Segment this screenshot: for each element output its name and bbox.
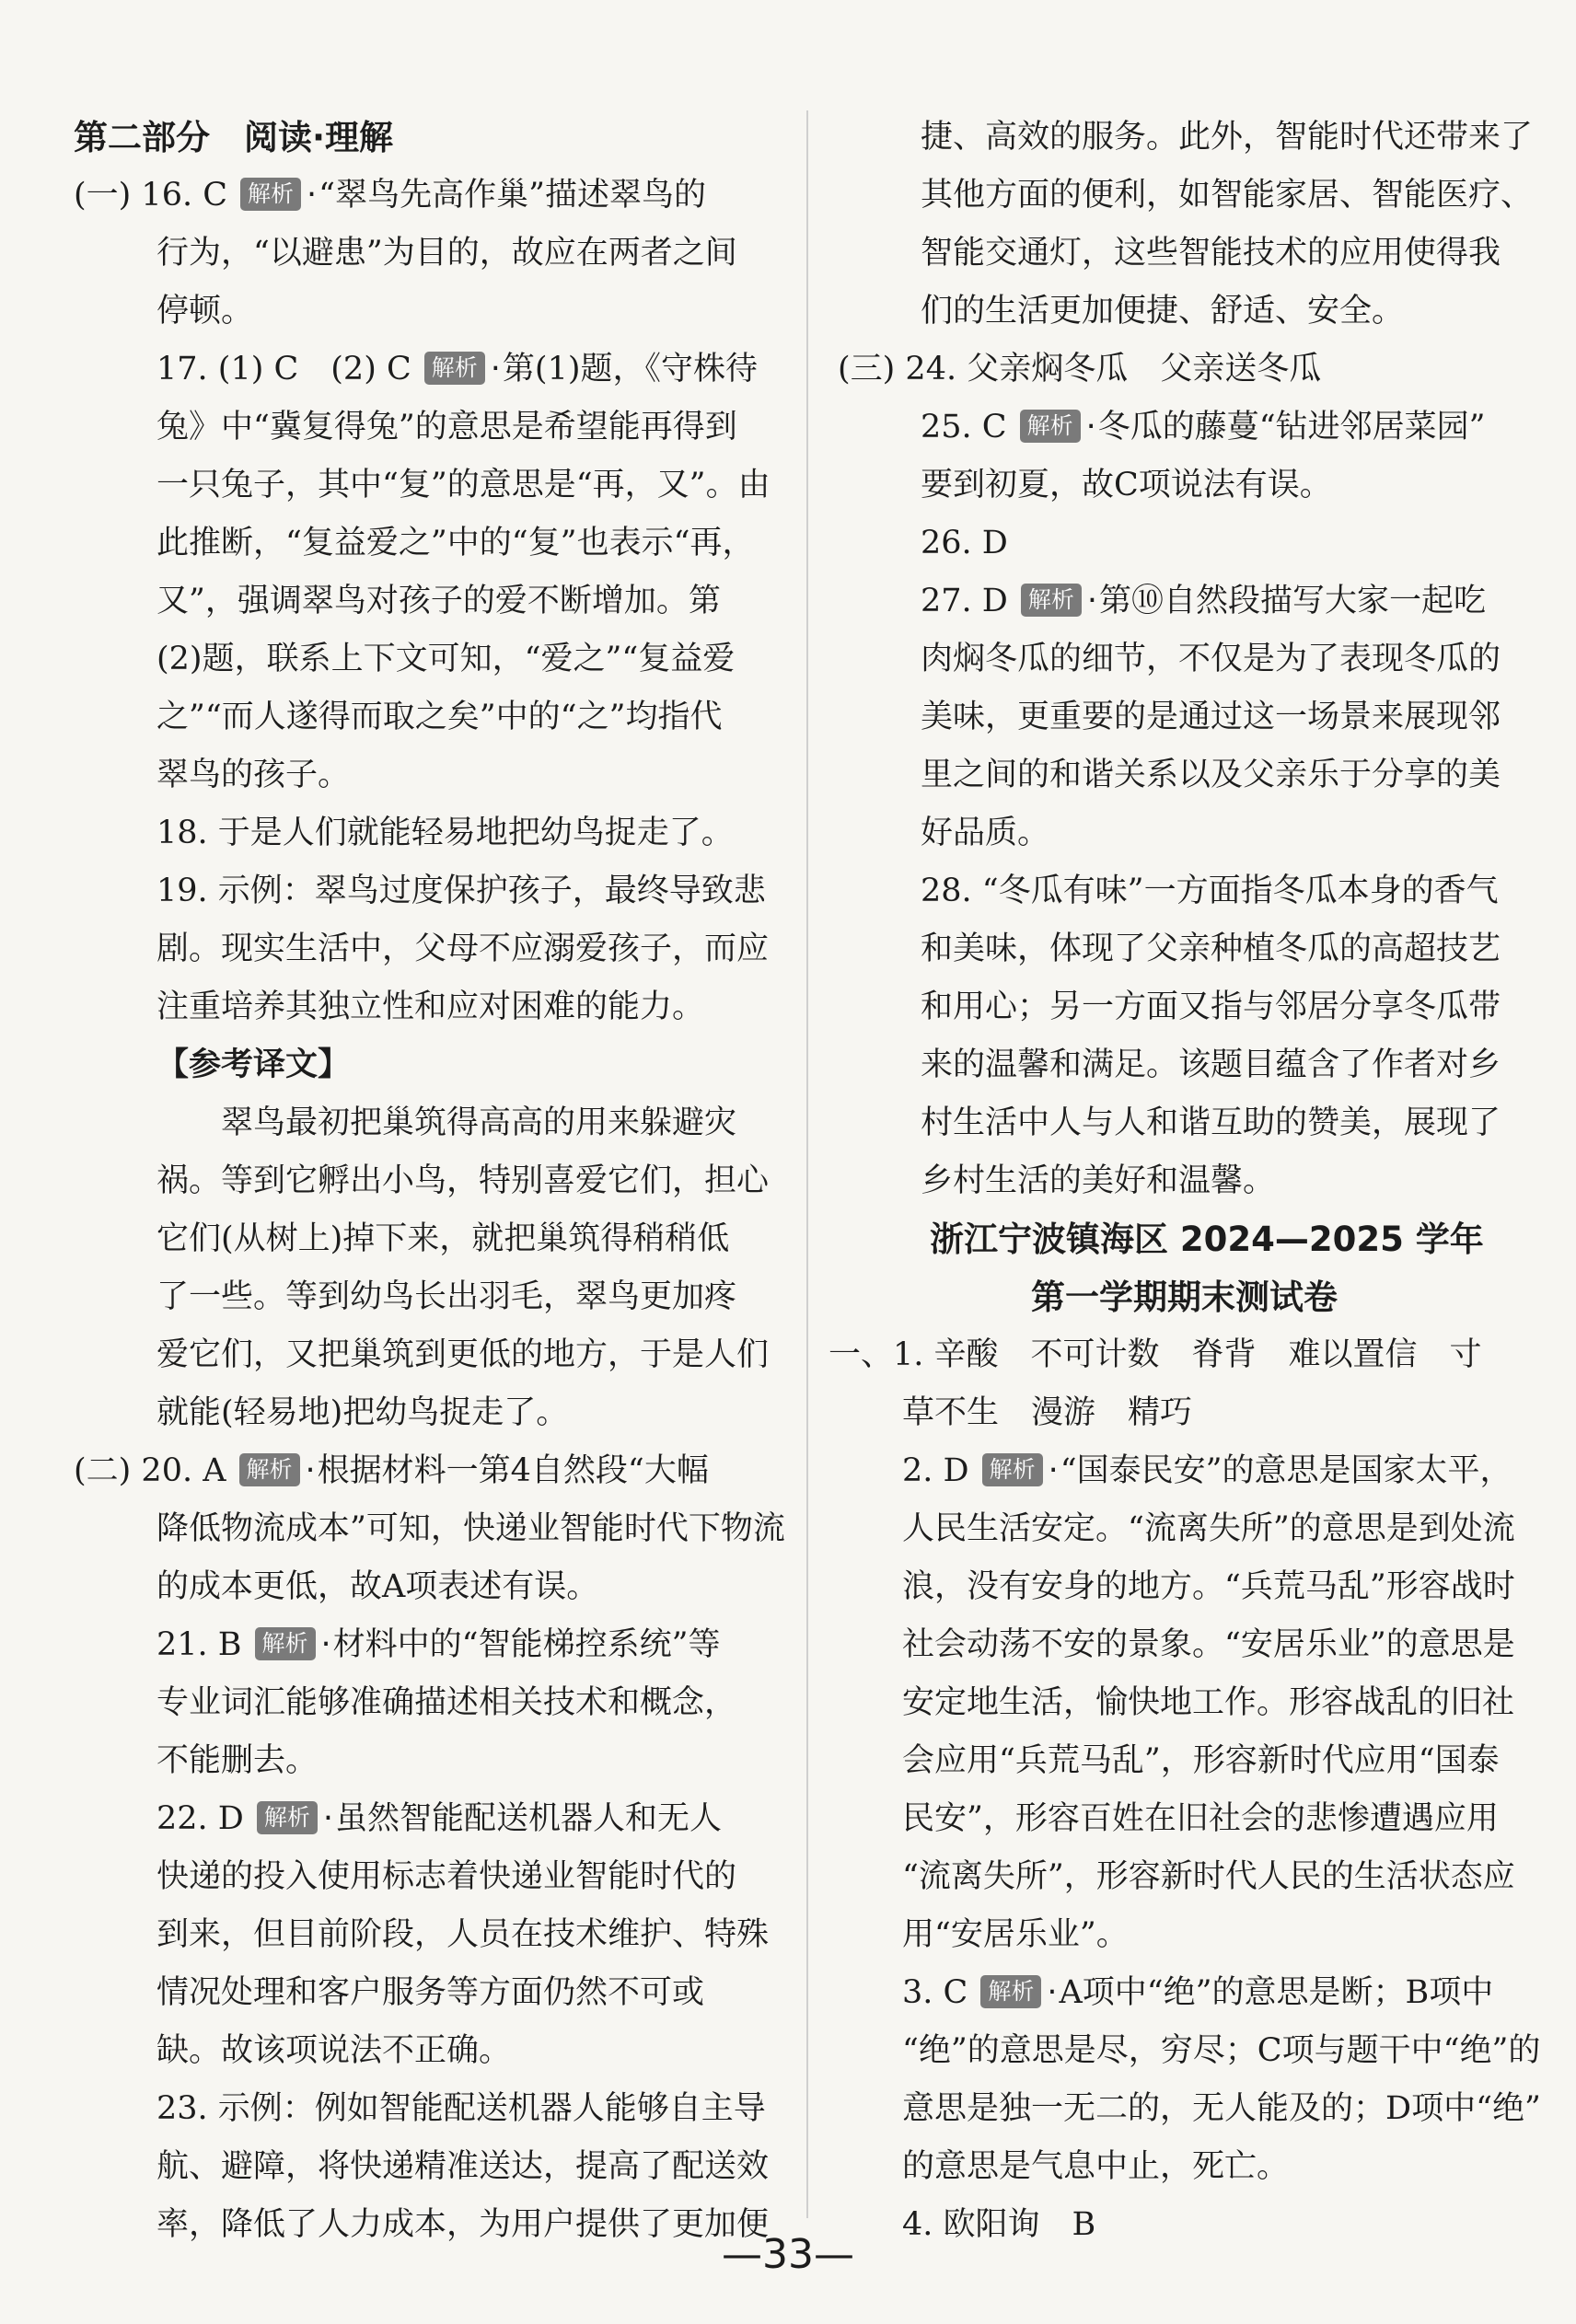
text-line [74,515,810,572]
page-number: —33— [722,2231,854,2278]
text-line [74,341,810,399]
text-line [74,1674,810,1732]
text-line [829,1268,1565,1326]
line-text-rest: 第⑩自然段描写大家一起吃 [1099,583,1487,619]
line-text: 民安”，形容百姓在旧社会的悲惨遭遇应用 [902,1800,1499,1837]
line-text: 祸。等到它孵出小鸟，特别喜爱它们，担心 [156,1162,770,1199]
line-text: 到来，但目前阶段，人员在技术维护、特殊 [156,1916,770,1953]
text-line [829,1848,1565,1906]
line-text: 3. C [902,1974,968,2011]
line-text: 好品质。 [921,815,1050,851]
separator-dot: · [305,1452,316,1489]
text-line [74,1094,810,1152]
line-text: 剧。现实生活中，父母不应溺爱孩子，而应 [156,931,770,967]
text-line [74,167,810,225]
line-text: 就能(轻易地)把幼鸟捉走了。 [156,1394,569,1431]
line-text-rest: 根据材料一第4自然段“大幅 [317,1452,709,1489]
line-text: 率，降低了人力成本，为用户提供了更加便 [156,2206,770,2243]
line-text: 快递的投入使用标志着快递业智能时代的 [156,1858,737,1895]
text-line [74,399,810,457]
text-line [829,109,1565,167]
line-text: 第一学期期末测试卷 [1031,1278,1338,1317]
text-line [74,1326,810,1384]
line-text-rest: 冬瓜的藤蔓“钻进邻居菜园” [1097,409,1486,445]
text-line [74,630,810,688]
text-line [829,920,1565,978]
line-text: 安定地生活，愉快地工作。形容战乱的旧社 [902,1684,1515,1721]
text-line [74,1616,810,1674]
analysis-badge: 解析 [980,1975,1041,2008]
text-line [829,515,1565,572]
text-line [74,978,810,1036]
text-line [829,2138,1565,2196]
line-text: 22. D [156,1800,244,1837]
separator-dot: · [1048,1452,1059,1489]
separator-dot: · [307,177,318,214]
text-line [74,1384,810,1442]
text-line [829,1442,1565,1500]
line-text: 一、1. 辛酸 不可计数 脊背 难以置信 寸 [829,1336,1482,1373]
line-text: 会应用“兵荒马乱”，形容新时代应用“国泰 [902,1742,1500,1779]
text-line [829,688,1565,746]
text-line [829,804,1565,862]
line-text: 浙江宁波镇海区 2024—2025 学年 [930,1220,1484,1259]
text-line [74,1964,810,2022]
text-line [74,1906,810,1964]
text-line [829,2080,1565,2138]
line-text: 社会动荡不安的景象。“安居乐业”的意思是 [902,1626,1515,1663]
analysis-badge: 解析 [239,1453,300,1486]
line-text: 和美味，体现了父亲种植冬瓜的高超技艺 [921,931,1501,967]
line-text: 乡村生活的美好和温馨。 [921,1162,1276,1199]
analysis-badge: 解析 [257,1801,318,1834]
text-line [74,746,810,804]
text-line [74,283,810,341]
line-text-rest: “国泰民安”的意思是国家太平， [1060,1452,1512,1489]
line-text: 翠鸟的孩子。 [156,757,351,793]
separator-dot: · [1085,409,1096,445]
line-text: 4. 欧阳询 B [902,2206,1096,2243]
line-text: 之”“而人遂得而取之矣”中的“之”均指代 [156,699,723,735]
line-text: (三) 24. 父亲焖冬瓜 父亲送冬瓜 [838,351,1322,387]
line-text: 2. D [902,1452,969,1489]
line-text: 要到初夏，故C项说法有误。 [921,467,1332,503]
line-text: 的成本更低，故A项表述有误。 [156,1568,599,1605]
text-line [829,2022,1565,2080]
text-line [829,167,1565,225]
line-text: 们的生活更加便捷、舒适、安全。 [921,293,1405,330]
text-line [74,1442,810,1500]
line-text: (2)题，联系上下文可知，“爱之”“复益爱 [156,641,736,677]
analysis-badge: 解析 [982,1453,1043,1486]
line-text: 的意思是气息中止，死亡。 [902,2148,1290,2185]
separator-dot: · [1086,583,1098,619]
line-text: 爱它们，又把巢筑到更低的地方，于是人们 [156,1336,770,1373]
line-text: 肉焖冬瓜的细节，不仅是为了表现冬瓜的 [921,641,1501,677]
line-text: 用“安居乐业”。 [902,1916,1129,1953]
text-line [74,109,810,167]
text-line [829,283,1565,341]
text-line [829,399,1565,457]
line-text: 注重培养其独立性和应对困难的能力。 [156,989,705,1025]
line-text: 其他方面的便利，如智能家居、智能医疗、 [921,177,1534,214]
line-text: 18. 于是人们就能轻易地把幼鸟捉走了。 [156,815,734,851]
line-text: 此推断，“复益爱之”中的“复”也表示“再， [156,525,755,561]
text-line [829,1326,1565,1384]
text-line [74,457,810,515]
line-text: 【参考译文】 [156,1046,351,1083]
line-text: 26. D [921,525,1008,561]
line-text-rest: “翠鸟先高作巢”描述翠鸟的 [319,177,706,214]
separator-dot: · [322,1800,334,1837]
line-text: 21. B [156,1626,242,1663]
analysis-badge: 解析 [240,178,301,211]
line-text: 航、避障，将快递精准送达，提高了配送效 [156,2148,770,2185]
line-text: 浪，没有安身的地方。“兵荒马乱”形容战时 [902,1568,1515,1605]
line-text: 草不生 漫游 精巧 [902,1394,1193,1431]
line-text: (二) 20. A [74,1452,226,1489]
line-text: 19. 示例：翠鸟过度保护孩子，最终导致悲 [156,873,766,909]
text-line [74,1558,810,1616]
line-text-rest: 第(1)题，《守株待 [502,351,759,387]
text-line [829,978,1565,1036]
text-line [74,572,810,630]
left-column [74,109,810,2254]
line-text: 缺。故该项说法不正确。 [156,2032,512,2069]
line-text: 一只兔子，其中“复”的意思是“再，又”。由 [156,467,771,503]
text-line [829,1674,1565,1732]
line-text: 意思是独一无二的，无人能及的；D项中“绝” [902,2090,1541,2127]
text-line [829,341,1565,399]
text-line [829,1616,1565,1674]
text-line [829,746,1565,804]
line-text: 村生活中人与人和谐互助的赞美，展现了 [921,1104,1501,1141]
text-line [74,1848,810,1906]
line-text: 情况处理和客户服务等方面仍然不可或 [156,1974,705,2011]
line-text-rest: 虽然智能配送机器人和无人 [335,1800,723,1837]
text-line [74,2138,810,2196]
line-text: 美味，更重要的是通过这一场景来展现邻 [921,699,1501,735]
line-text: 23. 示例：例如智能配送机器人能够自主导 [156,2090,766,2127]
line-text: 翠鸟最初把巢筑得高高的用来躲避灾 [221,1104,737,1141]
analysis-badge: 解析 [1020,410,1081,443]
text-line [829,225,1565,283]
text-line [829,1152,1565,1210]
line-text: 捷、高效的服务。此外，智能时代还带来了 [921,119,1534,156]
text-line [829,1036,1565,1094]
text-line [829,1964,1565,2022]
line-text: 停顿。 [156,293,254,330]
text-line [829,457,1565,515]
separator-dot: · [1047,1974,1058,2011]
analysis-badge: 解析 [1021,584,1082,617]
text-line [829,862,1565,920]
text-line [829,1210,1565,1268]
text-line [829,1558,1565,1616]
text-line [829,630,1565,688]
text-line [74,862,810,920]
text-line [829,1384,1565,1442]
text-line [74,2080,810,2138]
line-text: 28. “冬瓜有味”一方面指冬瓜本身的香气 [921,873,1499,909]
text-line [74,1210,810,1268]
text-line [829,1906,1565,1964]
line-text: 降低物流成本”可知，快递业智能时代下物流 [156,1510,785,1547]
line-text: 人民生活安定。“流离失所”的意思是到处流 [902,1510,1515,1547]
line-text: “流离失所”，形容新时代人民的生活状态应 [902,1858,1515,1895]
line-text: 不能删去。 [156,1742,319,1779]
text-line [74,225,810,283]
text-line [829,1500,1565,1558]
line-text: 又”，强调翠鸟对孩子的爱不断增加。第 [156,583,721,619]
line-text: 专业词汇能够准确描述相关技术和概念， [156,1684,737,1721]
line-text: 兔》中“冀复得兔”的意思是希望能再得到 [156,409,737,445]
line-text: 和用心；另一方面又指与邻居分享冬瓜带 [921,989,1501,1025]
text-line [74,920,810,978]
text-line [74,804,810,862]
line-text: 25. C [921,409,1007,445]
line-text: 里之间的和谐关系以及父亲乐于分享的美 [921,757,1501,793]
text-line [74,688,810,746]
right-column [829,109,1565,2254]
separator-dot: · [320,1626,331,1663]
line-text: 来的温馨和满足。该题目蕴含了作者对乡 [921,1046,1501,1083]
line-text: “绝”的意思是尽，穷尽；C项与题干中“绝”的 [902,2032,1541,2069]
text-line [74,1268,810,1326]
line-text: 了一些。等到幼鸟长出羽毛，翠鸟更加疼 [156,1278,737,1315]
line-text: 第二部分 阅读·理解 [74,118,394,157]
text-line [74,1036,810,1094]
text-line [829,1094,1565,1152]
analysis-badge: 解析 [424,352,485,385]
line-text: (一) 16. C [74,177,228,214]
text-line [74,1500,810,1558]
separator-dot: · [490,351,501,387]
line-text: 行为，“以避患”为目的，故应在两者之间 [156,235,737,272]
text-line [74,1152,810,1210]
line-text: 17. (1) C (2) C [156,351,411,387]
text-line [74,2022,810,2080]
text-line [829,1790,1565,1848]
text-line [74,1790,810,1848]
text-line [74,1732,810,1790]
line-text-rest: A项中“绝”的意思是断；B项中 [1059,1974,1494,2011]
line-text: 它们(从树上)掉下来，就把巢筑得稍稍低 [156,1220,730,1257]
line-text: 智能交通灯，这些智能技术的应用使得我 [921,235,1501,272]
text-line [829,572,1565,630]
text-line [829,1732,1565,1790]
column-divider [806,110,808,2218]
analysis-badge: 解析 [255,1627,316,1660]
line-text-rest: 材料中的“智能梯控系统”等 [332,1626,721,1663]
line-text: 27. D [921,583,1008,619]
